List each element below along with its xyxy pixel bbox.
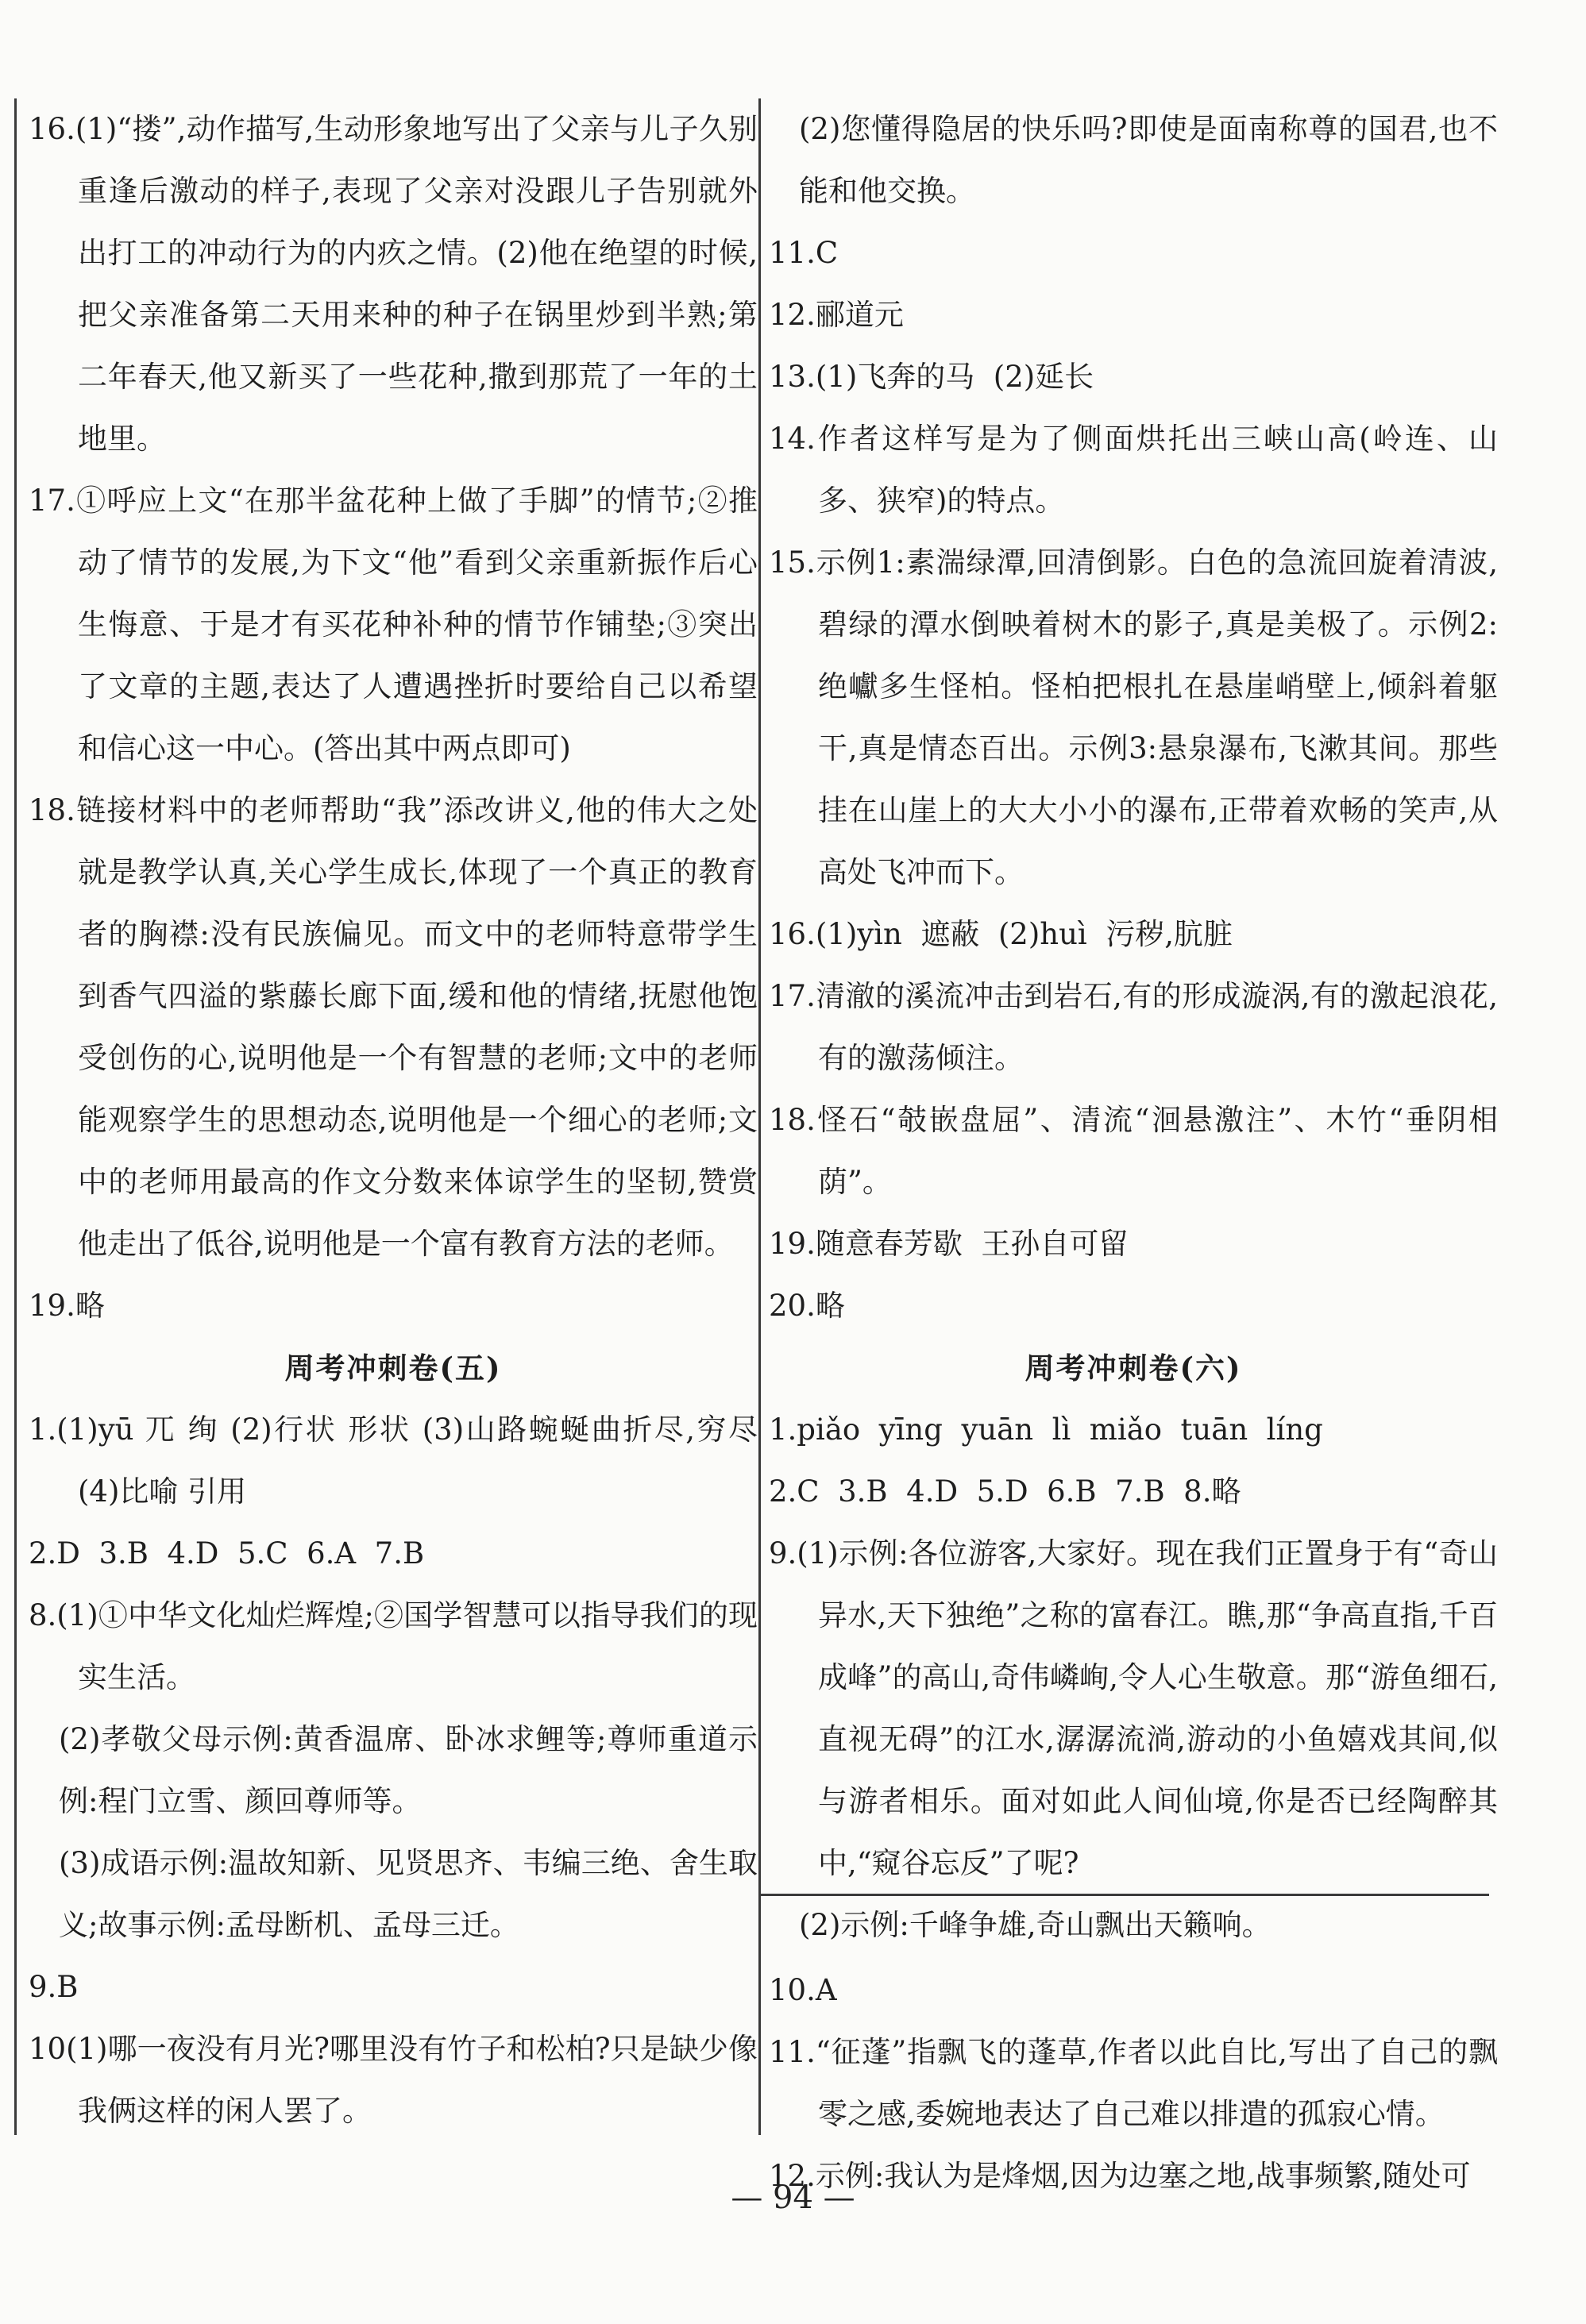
s5-answer-14: 14.作者这样写是为了侧面烘托出三峡山高(岭连、山多、狭窄)的特点。: [769, 422, 1498, 518]
left-column: [29, 98, 758, 2135]
s6-answer-12: 12.示例:我认为是烽烟,因为边塞之地,战事频繁,随处可: [769, 2159, 1471, 2193]
s5-answer-16: 16.(1)yìn 遮蔽 (2)huì 污秽,肮脏: [769, 917, 1233, 951]
s5-answer-10-part2: (2)您懂得隐居的快乐吗?即使是面南称尊的国君,也不能和他交换。: [799, 112, 1498, 208]
s5-answer-18: 18.怪石“攲嵌盘屈”、清流“洄悬激注”、木竹“垂阴相荫”。: [769, 1103, 1498, 1199]
s5-answer-1: 1.(1)yū 兀 绚 (2)行状 形状 (3)山路蜿蜒曲折尽,穷尽 (4)比喻 引用: [29, 1413, 758, 1509]
s5-answer-8-part2: (2)孝敬父母示例:黄香温席、卧冰求鲤等;尊师重道示例:程门立雪、颜回尊师等。: [59, 1722, 758, 1818]
s5-answer-13: 13.(1)飞奔的马 (2)延长: [769, 360, 1094, 394]
s6-answer-1: 1.piǎo yīng yuān lì miǎo tuān líng: [769, 1413, 1323, 1447]
answer-19: 19.略: [29, 1289, 105, 1323]
center-column-rule: [758, 98, 761, 2135]
s5-answers-2-7: 2.D 3.B 4.D 5.C 6.A 7.B: [29, 1536, 425, 1571]
s6-answer-10: 10.A: [769, 1973, 837, 2007]
s5-answer-19: 19.随意春芳歇 王孙自可留: [769, 1227, 1129, 1261]
s5-answer-8-part3: (3)成语示例:温故知新、见贤思齐、韦编三绝、舍生取义;故事示例:孟母断机、孟母三迁。: [59, 1846, 758, 1942]
s5-answer-12: 12.郦道元: [769, 298, 904, 332]
answer-18: 18.链接材料中的老师帮助“我”添改讲义,他的伟大之处就是教学认真,关心学生成长,体现了一个真正的教育者的胸襟:没有民族偏见。而文中的老师特意带学生到香气四溢的紫藤长廊下面,缓和他的情绪,抚慰他饱受创伤的心,说明他是一个有智慧的老师;文中的老师能观察学生的思想动态,说明他是一个细心的老师;文中的老师用最高的作文分数来体谅学生的坚韧,赞赏他走出了低谷,说明他是一个富有教育方法的老师。: [29, 793, 758, 1261]
s5-answer-8-part1: 8.(1)①中华文化灿烂辉煌;②国学智慧可以指导我们的现实生活。: [29, 1598, 758, 1694]
s6-answer-9-part2: (2)示例:千峰争雄,奇山飘出天籁响。: [799, 1908, 1272, 1942]
s5-answer-10-part1: 10(1)哪一夜没有月光?哪里没有竹子和松柏?只是缺少像我俩这样的闲人罢了。: [29, 2032, 758, 2128]
left-column-rule: [14, 98, 17, 2135]
s5-answer-15: 15.示例1:素湍绿潭,回清倒影。白色的急流回旋着清波,碧绿的潭水倒映着树木的影子,真是美极了。示例2:绝巘多生怪柏。怪柏把根扎在悬崖峭壁上,倾斜着躯干,真是情态百出。示例3:悬泉瀑布,飞漱其间。那些挂在山崖上的大大小小的瀑布,正带着欢畅的笑声,从高处飞冲而下。: [769, 545, 1498, 889]
section-title-6: 周考冲刺卷(六): [1025, 1351, 1242, 1386]
answer-17: 17.①呼应上文“在那半盆花种上做了手脚”的情节;②推动了情节的发展,为下文“他”看到父亲重新振作后心生悔意、于是才有买花种补种的情节作铺垫;③突出了文章的主题,表达了人遭遇挫折时要给自己以希望和信心这一中心。(答出其中两点即可): [29, 484, 758, 765]
s5-answer-9: 9.B: [29, 1970, 79, 2004]
s6-answers-2-8: 2.C 3.B 4.D 5.D 6.B 7.B 8.略: [769, 1474, 1241, 1509]
right-column: [769, 98, 1498, 2193]
s5-answer-20: 20.略: [769, 1289, 845, 1323]
answer-16: 16.(1)“搂”,动作描写,生动形象地写出了父亲与儿子久别重逢后激动的样子,表现了父亲对没跟儿子告别就外出打工的冲动行为的内疚之情。(2)他在绝望的时候,把父亲准备第二天用来种的种子在锅里炒到半熟;第二年春天,他又新买了一些花种,撒到那荒了一年的土地里。: [29, 112, 758, 456]
s5-answer-17: 17.清澈的溪流冲击到岩石,有的形成漩涡,有的激起浪花,有的激荡倾注。: [769, 979, 1498, 1075]
page-number: — 94 —: [731, 2179, 855, 2216]
s6-answer-9-part1: 9.(1)示例:各位游客,大家好。现在我们正置身于有“奇山异水,天下独绝”之称的富春江。瞧,那“争高直指,千百成峰”的高山,奇伟嶙峋,令人心生敬意。那“游鱼细石,直视无碍”的江水,潺潺流淌,游动的小鱼嬉戏其间,似与游者相乐。面对如此人间仙境,你是否已经陶醉其中,“窥谷忘反”了呢?: [769, 1536, 1498, 1880]
section-title-5: 周考冲刺卷(五): [284, 1351, 502, 1386]
s6-answer-11: 11.“征蓬”指飘飞的蓬草,作者以此自比,写出了自己的飘零之感,委婉地表达了自己难以排遣的孤寂心情。: [769, 2035, 1498, 2131]
s5-answer-11: 11.C: [769, 236, 839, 270]
